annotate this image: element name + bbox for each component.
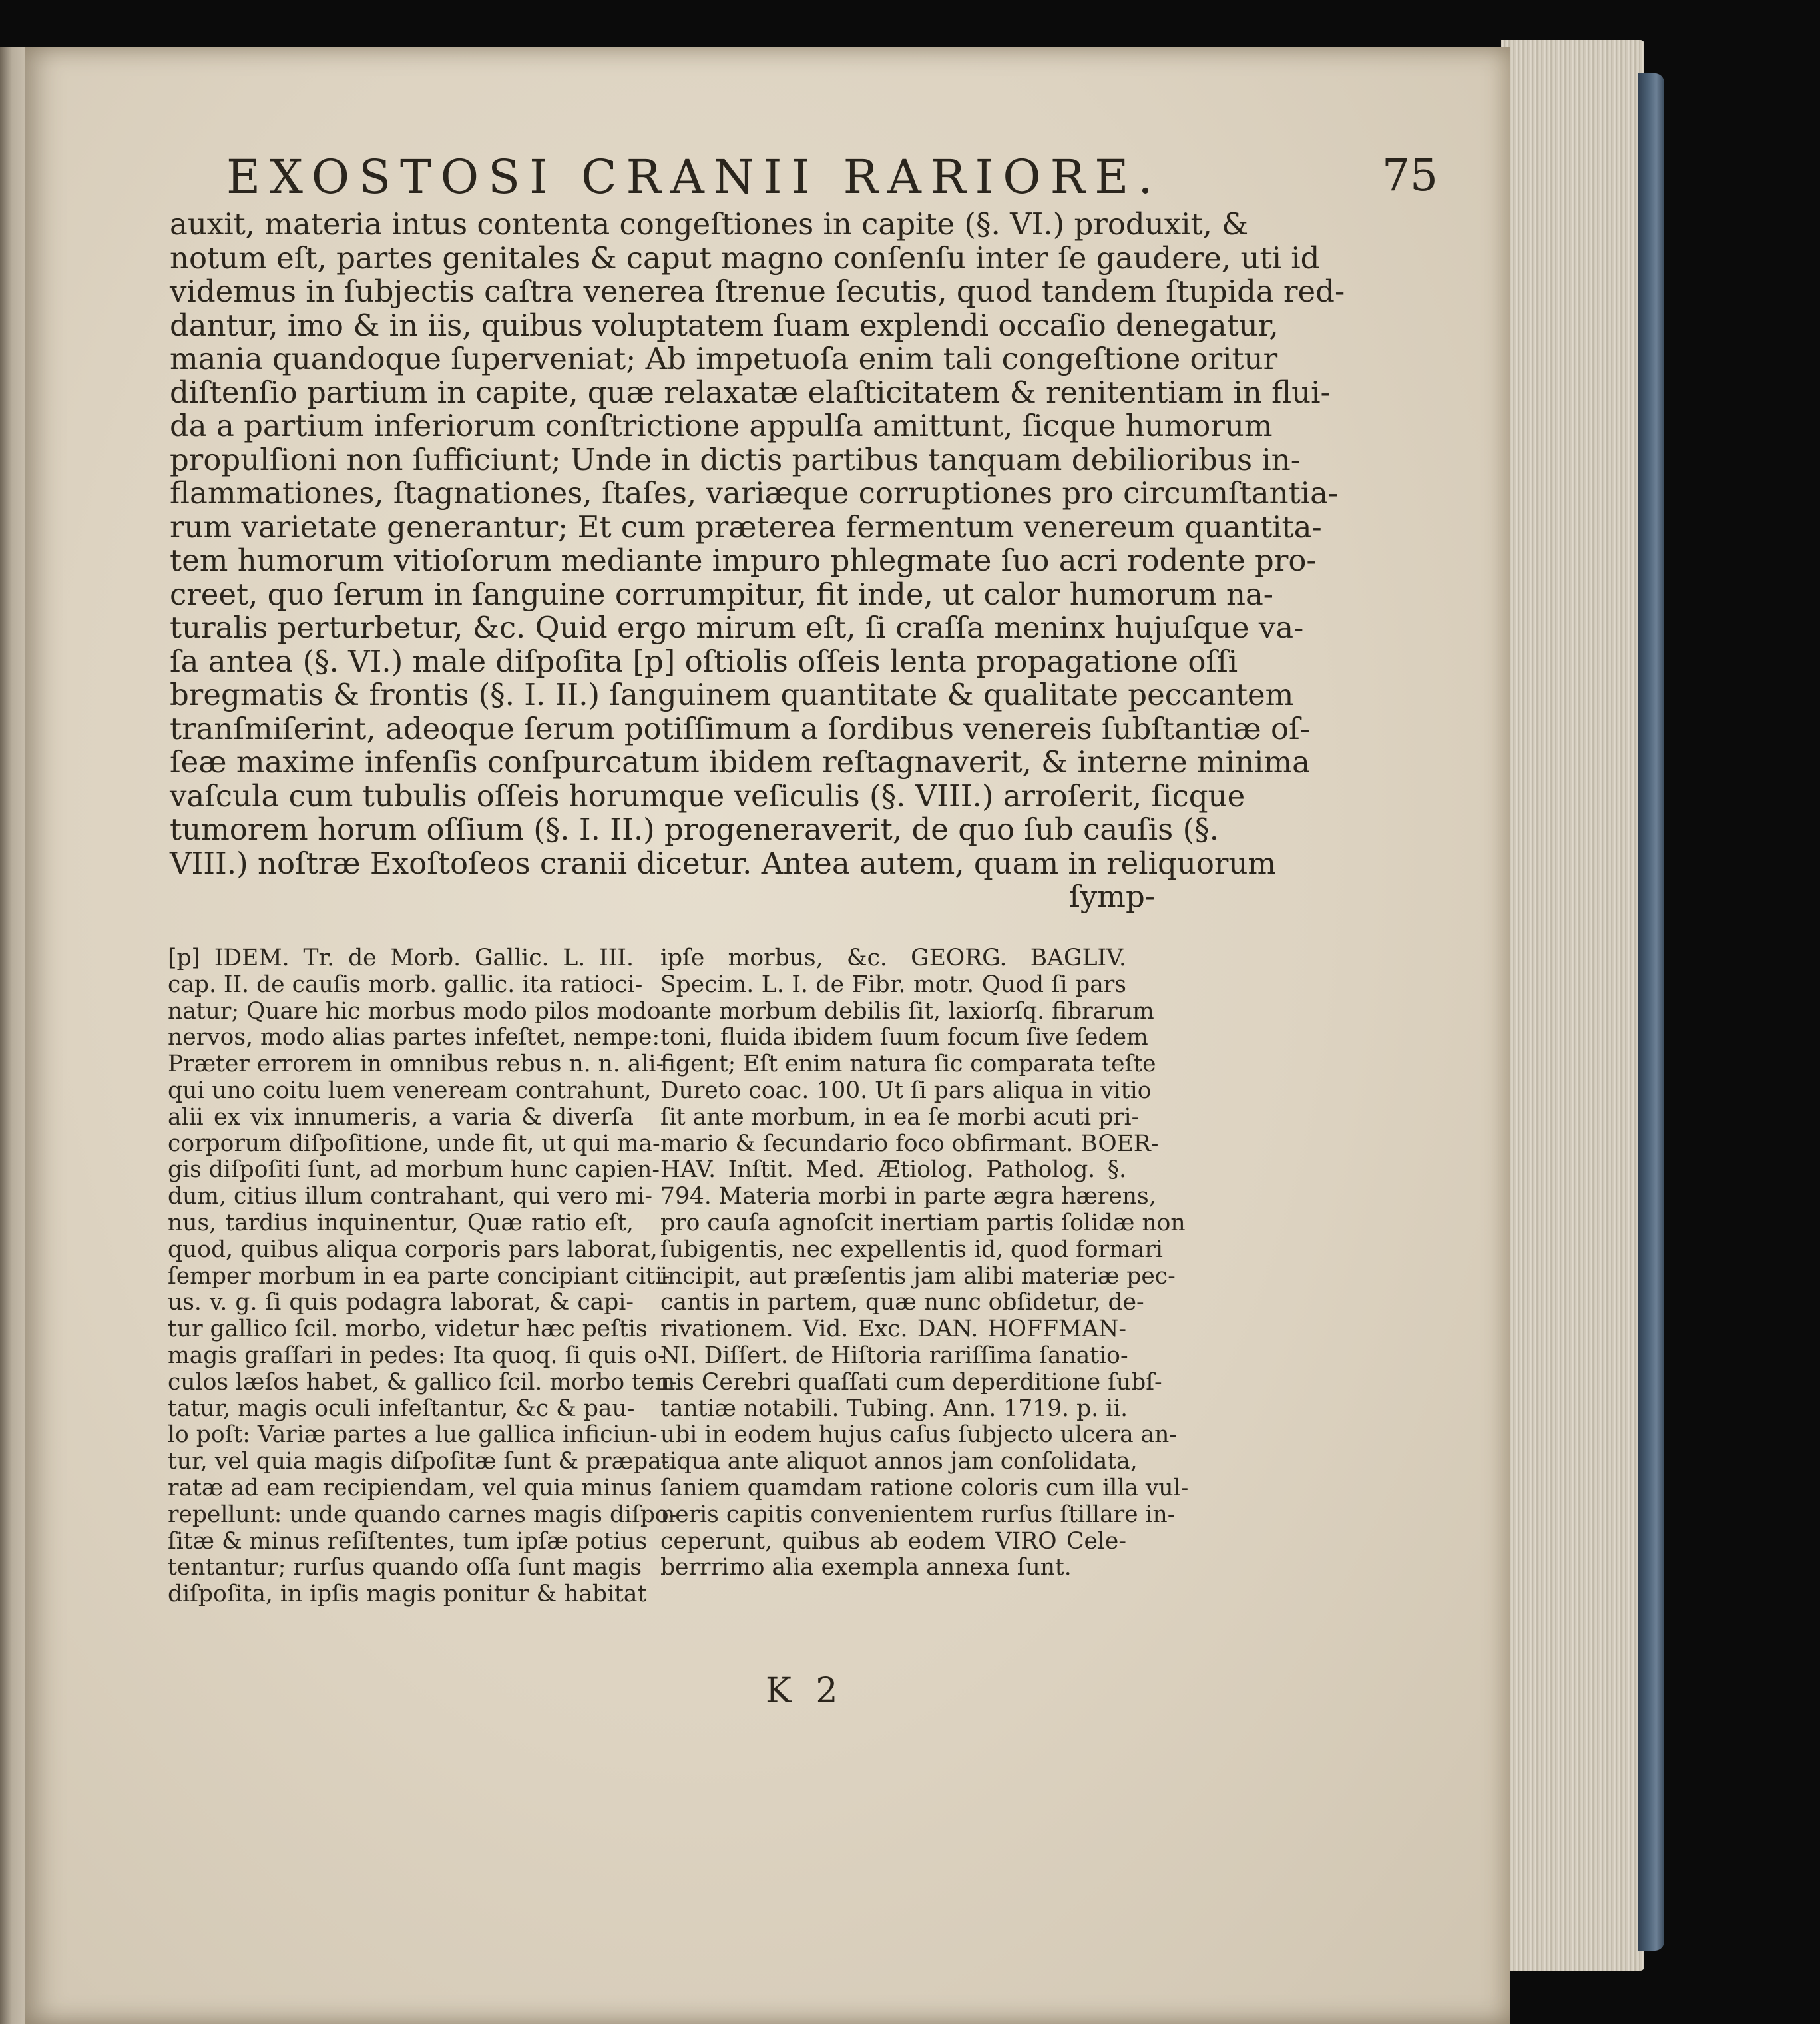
footnote-line: toni, fluida ibidem ſuum focum ſive ſedem bbox=[660, 1024, 1148, 1051]
footnote-line: NI. Diſſert. de Hiſtoria rariſſima ſanatio- bbox=[660, 1342, 1128, 1369]
running-title: EXOSTOSI CRANII RARIORE. bbox=[226, 150, 1162, 204]
footnote-line: nus, tardius inquinentur, Quæ ratio eſt, bbox=[168, 1209, 634, 1236]
footnote-line: magis graſſari in pedes: Ita quoq. ſi quis o- bbox=[168, 1342, 666, 1369]
body-text-line: tranſmiſerint, adeoque ſerum potiſſimum a ſordibus venereis ſubſtantiæ oſ- bbox=[170, 710, 1310, 746]
body-text-line: da a partium inferiorum conſtrictione appulſa amittunt, ſicque humorum bbox=[170, 408, 1273, 443]
body-text-line: mania quandoque ſuperveniat; Ab impetuoſa enim tali congeſtione oritur bbox=[170, 341, 1278, 376]
footnote-line: mario & ſecundario foco obfirmant. BOER- bbox=[660, 1130, 1159, 1157]
body-text-line: ſa antea (§. VI.) male diſpoſita [p] oſtiolis oſſeis lenta propagatione oſſi bbox=[170, 643, 1238, 679]
page-header bbox=[186, 150, 1465, 210]
book-page-edges bbox=[1501, 40, 1644, 1971]
footnote-line: natur; Quare hic morbus modo pilos modo bbox=[168, 997, 661, 1025]
footnote-line: gis diſpoſiti ſunt, ad morbum hunc capien- bbox=[168, 1156, 660, 1184]
footnote-line: tiqua ante aliquot annos jam conſolidata, bbox=[660, 1448, 1138, 1475]
page-number: 75 bbox=[1382, 150, 1438, 201]
footnote-line: Præter errorem in omnibus rebus n. n. ali- bbox=[168, 1051, 664, 1078]
footnote-line: culos læſos habet, & gallico ſcil. morbo ten- bbox=[168, 1368, 678, 1395]
footnote-line: Specim. L. I. de Fibr. motr. Quod ſi pars bbox=[660, 971, 1126, 998]
footnote-line: ubi in eodem hujus caſus ſubjecto ulcera an- bbox=[660, 1421, 1178, 1449]
body-text-line: tumorem horum oſſium (§. I. II.) progeneraverit, de quo ſub cauſis (§. bbox=[170, 812, 1219, 847]
footnote-line: cantis in partem, quæ nunc obſidetur, de- bbox=[660, 1289, 1144, 1316]
footnote-line: HAV. Inſtit. Med. Ætiolog. Patholog. §. bbox=[660, 1156, 1126, 1184]
body-text-line: propulſioni non ſufficiunt; Unde in dictis partibus tanquam debilioribus in- bbox=[170, 441, 1301, 477]
footnote-line: dum, citius illum contrahant, qui vero mi- bbox=[168, 1183, 652, 1210]
footnote-line: alii ex vix innumeris, a varia & diverſa bbox=[168, 1103, 634, 1131]
footnote-line: lo poſt: Variæ partes a lue gallica inficiun- bbox=[168, 1421, 658, 1449]
body-text-line: ſeæ maxime infenſis conſpurcatum ibidem reſtagnaverit, & interne minima bbox=[170, 744, 1310, 780]
footnote-line: nervos, modo alias partes infeſtet, nempe: bbox=[168, 1024, 660, 1051]
footnote-line: ante morbum debilis ſit, laxiorſq. fibrarum bbox=[660, 997, 1154, 1025]
body-text-line: flammationes, ſtagnationes, ſtaſes, variæque corruptiones pro circumſtantia- bbox=[170, 475, 1339, 511]
body-text-line: turalis perturbetur, &c. Quid ergo mirum eſt, ſi craſſa meninx hujuſque va- bbox=[170, 610, 1304, 645]
body-text-line: bregmatis & frontis (§. I. II.) ſanguinem quantitate & qualitate peccantem bbox=[170, 677, 1294, 712]
body-text-line: vaſcula cum tubulis oſſeis horumque veſiculis (§. VIII.) arroſerit, ſicque bbox=[170, 778, 1246, 814]
body-text-line: VIII.) noſtræ Exoſtoſeos cranii dicetur. Antea autem, quam in reliquorum bbox=[170, 845, 1277, 881]
footnote-line: qui uno coitu luem veneream contrahunt, bbox=[168, 1077, 652, 1104]
signature-mark: K 2 bbox=[766, 1671, 845, 1711]
footnote-line: repellunt: unde quando carnes magis diſpo- bbox=[168, 1501, 677, 1528]
footnote-line: diſpoſita, in ipſis magis ponitur & habitat bbox=[168, 1581, 647, 1608]
footnote-line: ſemper morbum in ea parte concipiant citi- bbox=[168, 1262, 670, 1290]
body-text-line: notum eſt, partes genitales & caput magno conſenſu inter ſe gaudere, uti id bbox=[170, 240, 1320, 276]
footnote-line: ſubigentis, nec expellentis id, quod formari bbox=[660, 1236, 1163, 1263]
footnote-line: rivationem. Vid. Exc. DAN. HOFFMAN- bbox=[660, 1316, 1126, 1343]
footnote-line: ceperunt, quibus ab eodem VIRO Cele- bbox=[660, 1527, 1126, 1555]
footnote-line: corporum diſpoſitione, unde fit, ut qui ma- bbox=[168, 1130, 660, 1157]
footnote-line: [p] IDEM. Tr. de Morb. Gallic. L. III. bbox=[168, 945, 634, 971]
footnote-line: tur gallico ſcil. morbo, videtur hæc peſtis bbox=[168, 1316, 648, 1343]
body-text-line: creet, quo ſerum in ſanguine corrumpitur, fit inde, ut calor humorum na- bbox=[170, 576, 1273, 612]
book-edge-binding bbox=[1638, 73, 1664, 1951]
footnote-line: incipit, aut præſentis jam alibi materiæ pec- bbox=[660, 1262, 1176, 1290]
footnote-column-left bbox=[168, 945, 678, 1608]
footnote-line: ſaniem quamdam ratione coloris cum illa vul- bbox=[660, 1474, 1189, 1501]
footnote-line: figent; Eſt enim natura ſic comparata teſte bbox=[660, 1051, 1156, 1078]
footnote-line: ipſe morbus, &c. GEORG. BAGLIV. bbox=[660, 945, 1126, 971]
left-page-edge bbox=[0, 47, 27, 2024]
footnote-line: berrrimo alia exempla annexa ſunt. bbox=[660, 1554, 1072, 1581]
body-text-line: rum varietate generantur; Et cum præterea fermentum venereum quantita- bbox=[170, 509, 1322, 545]
body-text-line: tem humorum vitioſorum mediante impuro phlegmate ſuo acri rodente pro- bbox=[170, 543, 1317, 578]
footnote-line: ratæ ad eam recipiendam, vel quia minus bbox=[168, 1474, 652, 1501]
footnote-line: cap. II. de cauſis morb. gallic. ita ratioci- bbox=[168, 971, 643, 998]
footnote-line: Dureto coac. 100. Ut ſi pars aliqua in vitio bbox=[660, 1077, 1152, 1104]
footnote-line: ſitæ & minus reſiſtentes, tum ipſæ potius bbox=[168, 1527, 648, 1555]
footnote-line: tur, vel quia magis diſpoſitæ ſunt & præpa- bbox=[168, 1448, 670, 1475]
footnote-line: quod, quibus aliqua corporis pars laborat, bbox=[168, 1236, 658, 1263]
body-text-line: ſymp- bbox=[1069, 879, 1155, 914]
footnote-line: pro cauſa agnoſcit inertiam partis ſolidæ non bbox=[660, 1209, 1186, 1236]
footnote-line: nis Cerebri quaſſati cum deperditione ſubſ- bbox=[660, 1368, 1162, 1395]
footnote-line: tatur, magis oculi infeſtantur, &c & pau- bbox=[168, 1395, 635, 1422]
body-text-line: auxit, materia intus contenta congeſtiones in capite (§. VI.) produxit, & bbox=[170, 206, 1249, 242]
footnote-line: neris capitis convenientem rurſus ſtillare in- bbox=[660, 1501, 1176, 1528]
body-text-line: diſtenſio partium in capite, quæ relaxatæ elaſticitatem & renitentiam in flui- bbox=[170, 374, 1331, 410]
body-text-line: videmus in ſubjectis caſtra venerea ſtrenue ſecutis, quod tandem ſtupida red- bbox=[170, 274, 1345, 309]
main-body-text bbox=[170, 206, 1345, 914]
footnote-line: 794. Materia morbi in parte ægra hærens, bbox=[660, 1183, 1156, 1210]
footnote-column-right bbox=[660, 945, 1189, 1581]
footnote-line: tentantur; rurſus quando oſſa ſunt magis bbox=[168, 1554, 642, 1581]
footnote-line: tantiæ notabili. Tubing. Ann. 1719. p. ii. bbox=[660, 1395, 1128, 1422]
body-text-line: dantur, imo & in iis, quibus voluptatem ſuam explendi occaſio denegatur, bbox=[170, 307, 1279, 343]
footnote-line: us. v. g. ſi quis podagra laborat, & capi- bbox=[168, 1289, 634, 1316]
footnote-line: ſit ante morbum, in ea ſe morbi acuti pri- bbox=[660, 1103, 1140, 1131]
